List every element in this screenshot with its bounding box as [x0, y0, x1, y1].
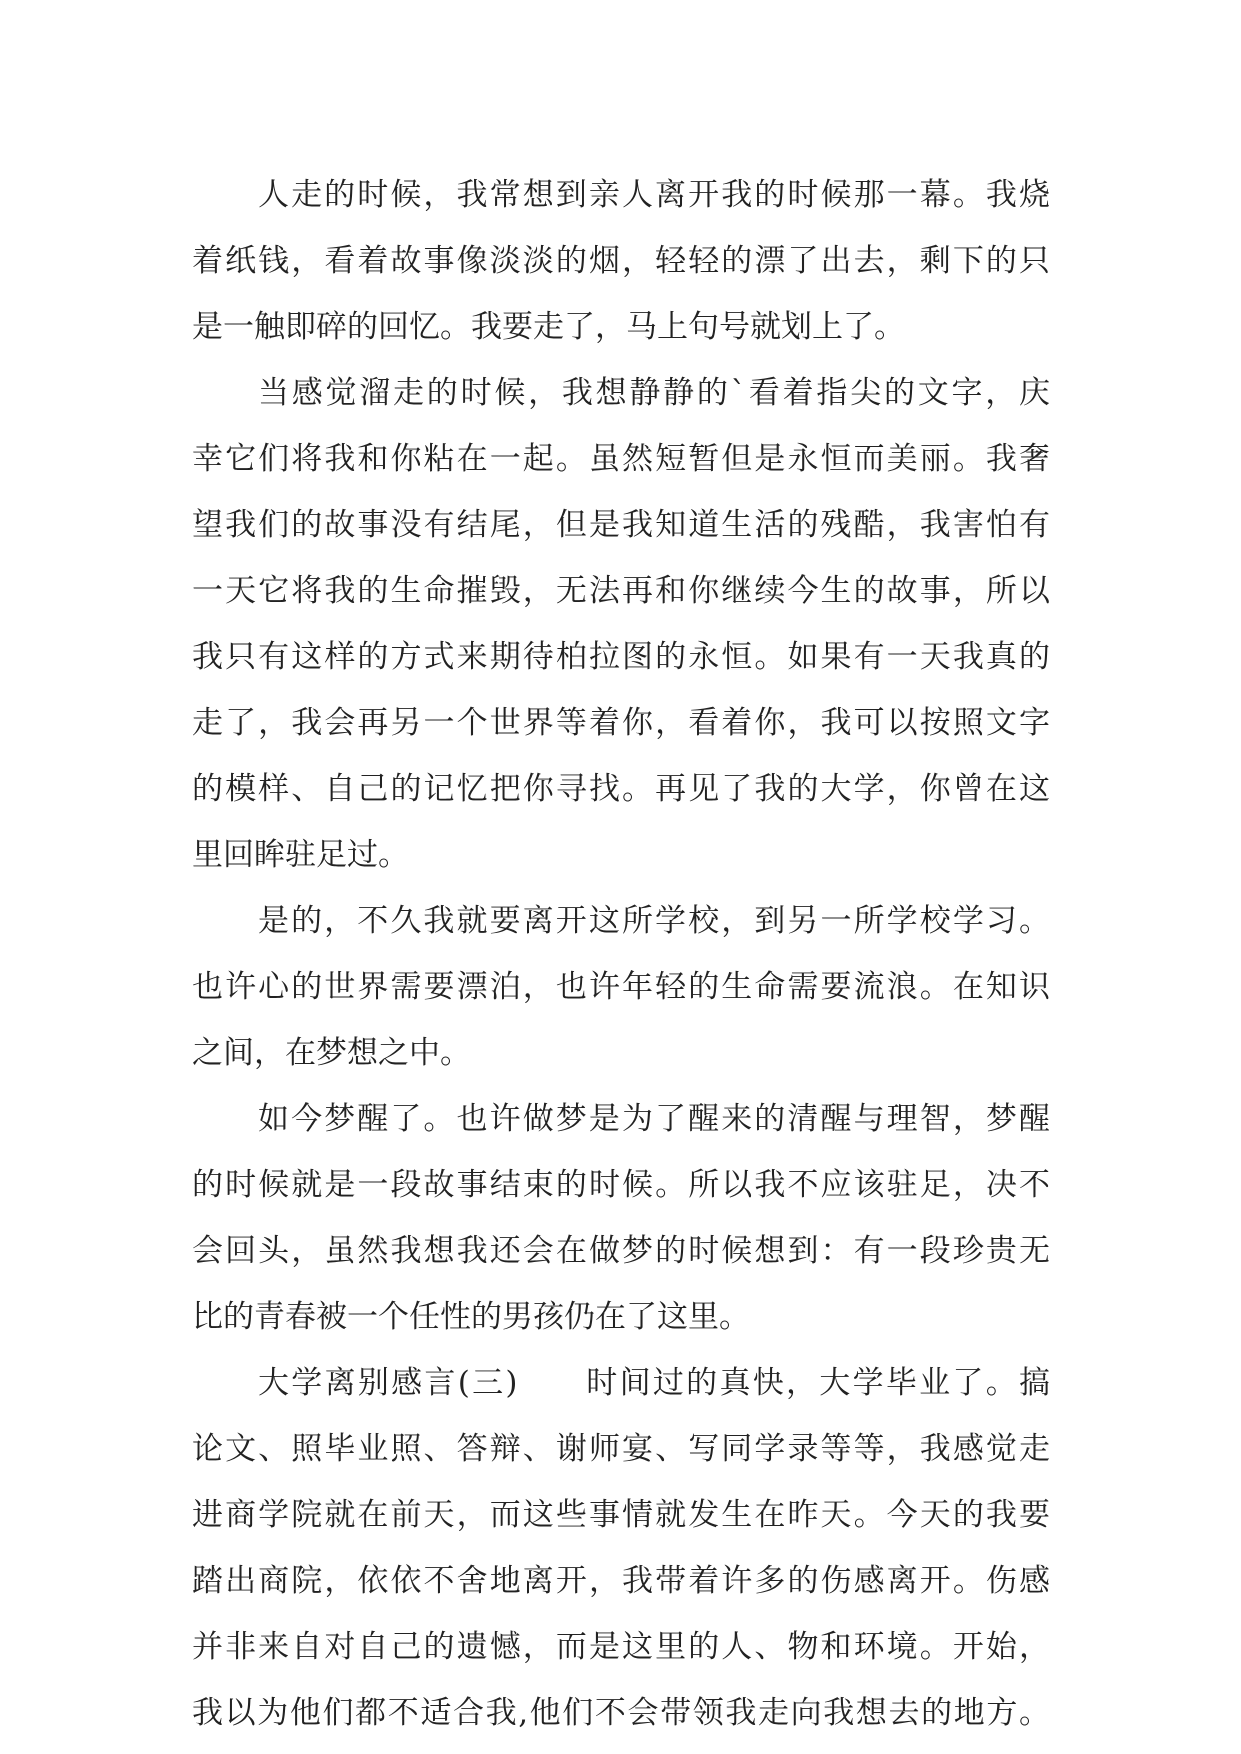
text-line: 是一触即碎的回忆。我要走了，马上句号就划上了。	[192, 309, 905, 345]
text-line: 人走的时候，我常想到亲人离开我的时候那一幕。我烧	[258, 177, 1050, 213]
text-line: 比的青春被一个任性的男孩仍在了这里。	[192, 1299, 750, 1335]
text-line: 我只有这样的方式来期待柏拉图的永恒。如果有一天我真的	[192, 639, 1050, 675]
text-line: 一天它将我的生命摧毁，无法再和你继续今生的故事，所以	[192, 573, 1050, 609]
paragraph-3	[192, 888, 1050, 1086]
body-text	[192, 162, 1050, 1746]
text-line: 我以为他们都不适合我,他们不会带领我走向我想去的地方。	[192, 1695, 1050, 1731]
text-line: 的时候就是一段故事结束的时候。所以我不应该驻足，决不	[192, 1167, 1050, 1203]
text-line: 之间，在梦想之中。	[192, 1035, 471, 1071]
text-line: 如今梦醒了。也许做梦是为了醒来的清醒与理智，梦醒	[258, 1101, 1050, 1137]
paragraph-2	[192, 360, 1050, 888]
paragraph-5	[192, 1350, 1050, 1746]
text-line: 里回眸驻足过。	[192, 837, 409, 873]
text-line: 踏出商院，依依不舍地离开，我带着许多的伤感离开。伤感	[192, 1563, 1050, 1599]
text-line: 也许心的世界需要漂泊，也许年轻的生命需要流浪。在知识	[192, 969, 1050, 1005]
paragraph-1	[192, 162, 1050, 360]
text-line: 望我们的故事没有结尾，但是我知道生活的残酷，我害怕有	[192, 507, 1050, 543]
text-line: 当感觉溜走的时候，我想静静的`看着指尖的文字，庆	[258, 375, 1050, 411]
text-line: 并非来自对自己的遗憾，而是这里的人、物和环境。开始，	[192, 1629, 1050, 1665]
text-line: 着纸钱，看着故事像淡淡的烟，轻轻的漂了出去，剩下的只	[192, 243, 1050, 279]
text-line: 的模样、自己的记忆把你寻找。再见了我的大学，你曾在这	[192, 771, 1050, 807]
text-line: 论文、照毕业照、答辩、谢师宴、写同学录等等，我感觉走	[192, 1431, 1050, 1467]
text-line: 大学离别感言(三) 时间过的真快，大学毕业了。搞	[258, 1365, 1050, 1401]
text-line: 进商学院就在前天，而这些事情就发生在昨天。今天的我要	[192, 1497, 1050, 1533]
text-line: 幸它们将我和你粘在一起。虽然短暂但是永恒而美丽。我奢	[192, 441, 1050, 477]
text-line: 是的，不久我就要离开这所学校，到另一所学校学习。	[258, 903, 1050, 939]
text-line: 走了，我会再另一个世界等着你，看着你，我可以按照文字	[192, 705, 1050, 741]
text-line: 会回头，虽然我想我还会在做梦的时候想到：有一段珍贵无	[192, 1233, 1050, 1269]
paragraph-4	[192, 1086, 1050, 1350]
